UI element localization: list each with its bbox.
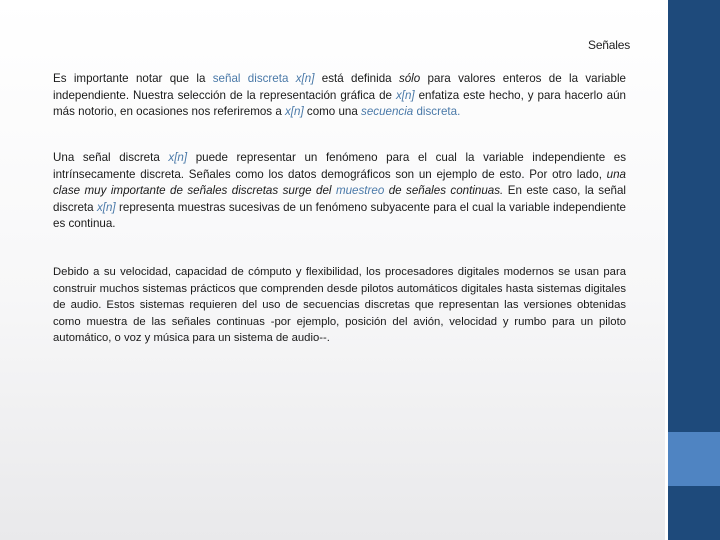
text-segment: una clase muy importante de señales discretas surge del: [53, 167, 626, 197]
text-segment: x[n]: [168, 151, 188, 164]
slide-title: Señales: [588, 38, 630, 52]
paragraph-1: [53, 71, 626, 121]
text-segment: x[n]: [285, 105, 304, 118]
paragraph-2: [53, 150, 626, 233]
text-segment: En este caso, la señal discreta: [53, 184, 626, 214]
text-segment: como una: [303, 105, 362, 118]
text-segment: representa muestras sucesivas de un fenómeno subyacente para el cual la variable independiente es continua.: [53, 200, 626, 230]
text-segment: Una señal discreta: [53, 151, 169, 164]
text-segment: para valores enteros de la variable independiente. Nuestra selección de la representación gráfica de: [53, 72, 626, 102]
text-segment: enfatiza este hecho, y para hacerlo aún más notorio, en ocasiones nos referiremos a: [53, 88, 626, 118]
text-segment: señal discreta: [212, 72, 296, 85]
text-segment: secuencia: [361, 105, 414, 118]
paragraph-3: [53, 264, 626, 347]
sidebar-accent-block: [668, 432, 720, 486]
text-segment: x[n]: [295, 72, 315, 85]
text-segment: x[n]: [395, 88, 415, 102]
text-segment: Es importante notar que la: [53, 72, 213, 85]
text-segment: de señales continuas.: [384, 184, 504, 197]
text-segment: discreta.: [413, 105, 461, 118]
text-segment: está definida: [314, 72, 399, 85]
text-segment: Debido a su velocidad, capacidad de cómputo y flexibilidad, los procesadores digitales modernos se usan para construir muchos sistemas prácticos que comprenden desde pilotos automáticos digitales hasta sistemas digitales de audio. Estos sistemas requieren del uso de secuencias discretas que representan las versiones obtenidas como muestra de las señales continuas -por ejemplo, posición del avión, velocidad y rumbo para un piloto automático, o voz y música para un sistema de audio--.: [53, 266, 626, 344]
text-segment: x[n]: [96, 200, 116, 214]
text-segment: sólo: [398, 72, 421, 85]
text-segment: muestreo: [335, 184, 385, 197]
text-segment: puede representar un fenómeno para el cual la variable independiente es intrínsecamente discreta. Señales como los datos demográficos son un ejemplo de esto. Por otro lado,: [53, 151, 626, 181]
